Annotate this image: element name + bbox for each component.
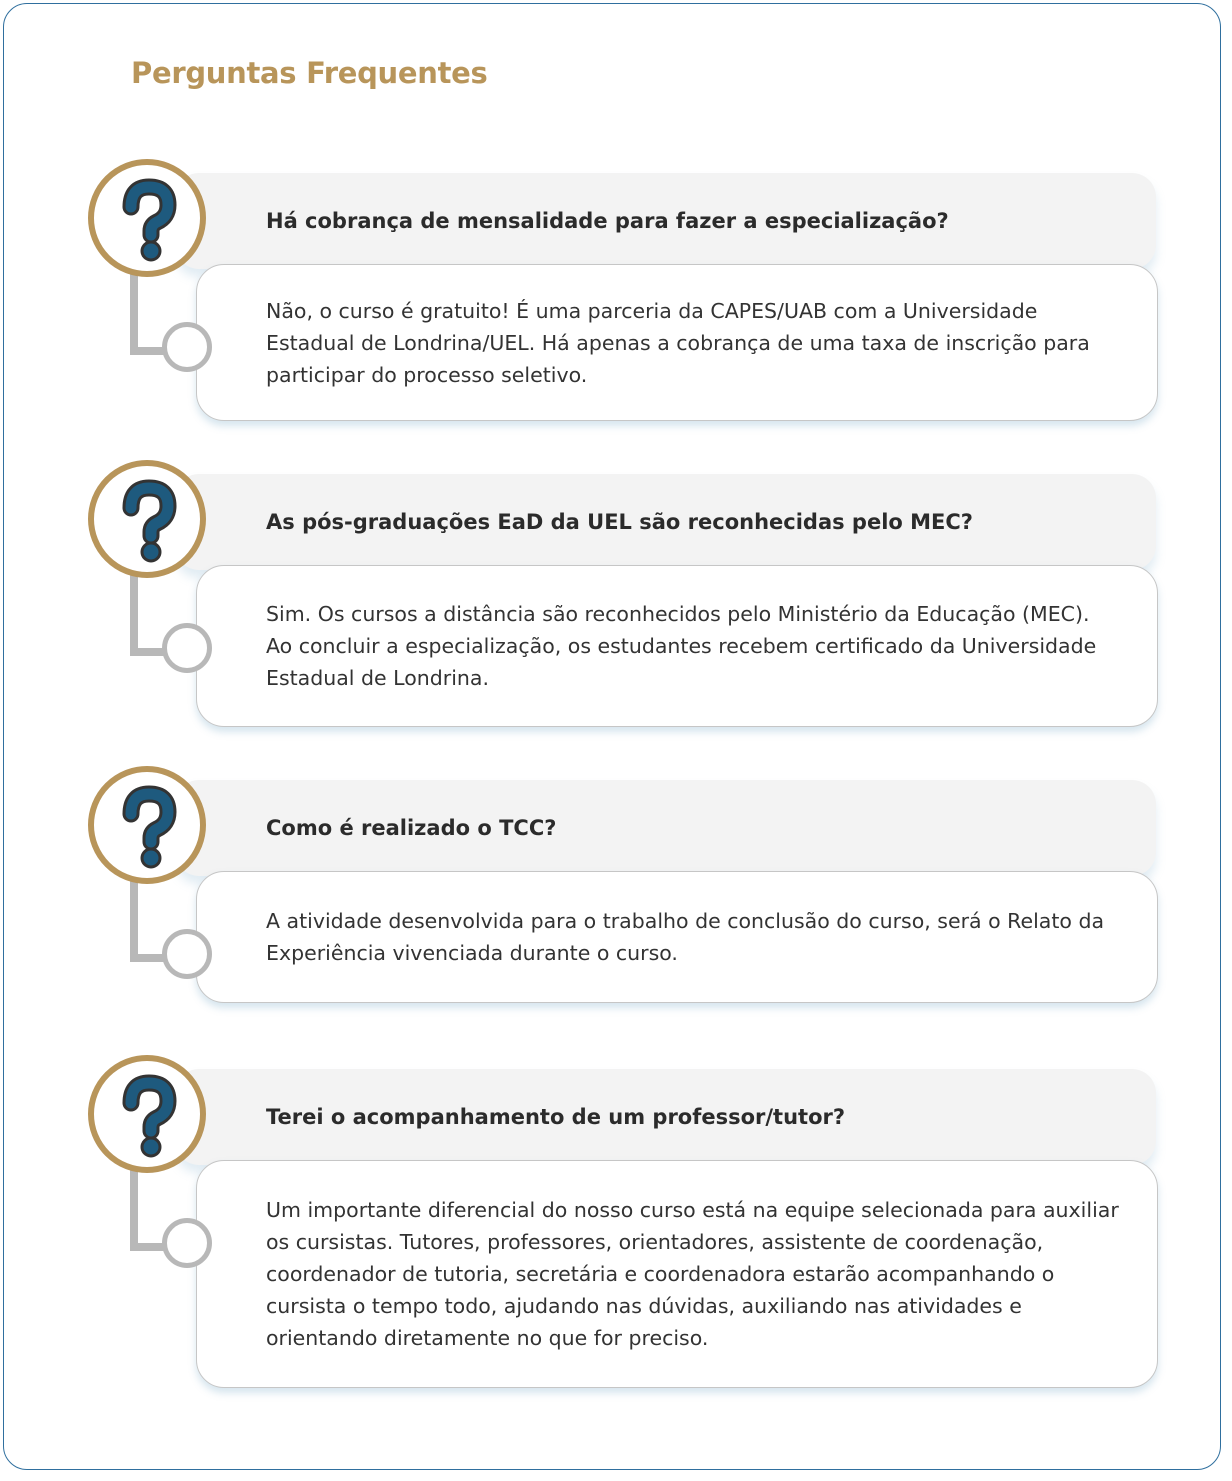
question-text: Terei o acompanhamento de um professor/tutor? — [266, 1105, 846, 1129]
connector-node — [162, 322, 212, 372]
answer-text: A atividade desenvolvida para o trabalho de conclusão do curso, será o Relato da Experiência vivenciada durante o curso. — [266, 909, 1105, 965]
question-mark-icon — [88, 766, 206, 884]
answer-box — [196, 264, 1158, 421]
question-text: Há cobrança de mensalidade para fazer a especialização? — [266, 209, 949, 233]
connector-node — [162, 623, 212, 673]
answer-box — [196, 871, 1158, 1003]
connector-node — [162, 929, 212, 979]
answer-box — [196, 1160, 1158, 1388]
question-mark-icon — [88, 159, 206, 277]
question-mark-icon — [88, 1055, 206, 1173]
answer-text: Um importante diferencial do nosso curso está na equipe selecionada para auxiliar os cursistas. Tutores, professores, orientadores, assistente de coordenação, coordenador de tutoria, secretária e coordenadora estarão acompanhando o cursista o tempo todo, ajudando nas dúvidas, auxiliando nas atividades e orientando diretamente no que for preciso. — [266, 1198, 1119, 1350]
question-text: Como é realizado o TCC? — [266, 816, 557, 840]
connector-node — [162, 1218, 212, 1268]
answer-text: Sim. Os cursos a distância são reconhecidos pelo Ministério da Educação (MEC). Ao concluir a especialização, os estudantes recebem certificado da Universidade Estadual de Londrina. — [266, 602, 1097, 690]
answer-text: Não, o curso é gratuito! É uma parceria da CAPES/UAB com a Universidade Estadual de Londrina/UEL. Há apenas a cobrança de uma taxa de inscrição para participar do processo seletivo. — [266, 298, 1090, 387]
question-text: As pós-graduações EaD da UEL são reconhecidas pelo MEC? — [266, 510, 973, 534]
answer-box — [196, 565, 1158, 727]
question-mark-icon — [88, 460, 206, 578]
page-title: Perguntas Frequentes — [131, 56, 488, 90]
